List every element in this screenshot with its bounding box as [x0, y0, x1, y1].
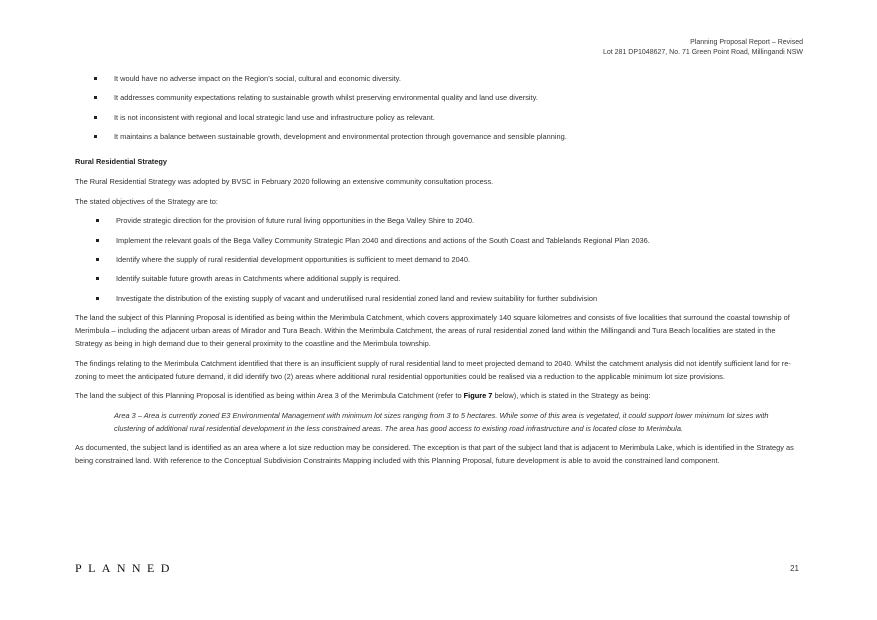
bullet-icon	[94, 96, 97, 99]
bullet-icon	[96, 277, 99, 280]
list-item-text: It addresses community expectations relating to sustainable growth whilst preserving environmental quality and land use diversity.	[114, 93, 538, 103]
bullet-icon	[96, 258, 99, 261]
list-item-text: Investigate the distribution of the existing supply of vacant and underutilised rural residential zoned land and review suitability for further subdivision	[116, 293, 598, 303]
list-item-text: Implement the relevant goals of the Bega Valley Community Strategic Plan 2040 and directions and actions of the South Coast and Tablelands Regional Plan 2036.	[116, 235, 650, 245]
body-content	[75, 72, 802, 474]
list-item	[75, 214, 802, 227]
bullet-icon	[94, 77, 97, 80]
benefits-list	[75, 72, 802, 143]
objectives-list	[75, 214, 802, 305]
paragraph-documented: As documented, the subject land is identified as an area where a lot size reduction may be considered. The exception is that part of the subject land that is adjacent to Merimbula Lake, which is identified in the Strategy as being constrained land. With reference to the Conceptual Subdivision Constraints Mapping included with this Planning Proposal, future development is able to avoid the constrained land component.	[75, 443, 794, 466]
bullet-icon	[96, 297, 99, 300]
list-item	[75, 253, 802, 266]
list-item-text: It is not inconsistent with regional and local strategic land use and infrastructure policy as relevant.	[114, 112, 435, 122]
section-heading: Rural Residential Strategy	[75, 157, 168, 167]
header-title: Planning Proposal Report – Revised	[690, 39, 803, 46]
header-address: Lot 281 DP1048627, No. 71 Green Point Road, Millingandi NSW	[602, 49, 803, 56]
paragraph-catchment: The land the subject of this Planning Proposal is identified as being within the Merimbula Catchment, which covers approximately 140 square kilometres and consists of five localities that surround the coastal township of Merimbula – including the adjacent urban areas of Mirador and Tura Beach. Within the Merimbula Catchment, the areas of rural residential zoned land within the Millingandi and Tura Beach localities are stated in the Strategy as being in high demand due to their general proximity to the coastline and the Merimbula township.	[75, 313, 790, 349]
bullet-icon	[96, 219, 99, 222]
list-item	[75, 272, 802, 285]
list-item	[75, 72, 802, 85]
list-item	[75, 91, 802, 104]
paragraph-area3	[75, 389, 802, 402]
paragraph-area3-text-end: below), which is stated in the Strategy as being:	[492, 391, 651, 401]
page-header	[603, 38, 803, 58]
planned-logo: PLANNED	[75, 561, 176, 575]
figure-reference-link[interactable]: Figure 7	[463, 391, 493, 401]
list-item-text: It would have no adverse impact on the Region’s social, cultural and economic diversity.	[114, 74, 401, 83]
list-item	[75, 130, 802, 143]
bullet-icon	[96, 239, 99, 242]
page-number: 21	[790, 564, 799, 573]
bullet-icon	[94, 135, 97, 138]
list-item	[75, 111, 802, 124]
list-item-text: Provide strategic direction for the provision of future rural living opportunities in the Bega Valley Shire to 2040.	[116, 216, 475, 226]
paragraph-objectives: The stated objectives of the Strategy are to:	[75, 196, 218, 206]
paragraph-findings: The findings relating to the Merimbula Catchment identified that there is an insufficient supply of rural residential land to meet projected demand to 2040. Whilst the catchment analysis did not identify sufficient land for re-zoning to meet the anticipated future demand, it did identify two (2) areas where additional rural residential opportunities could be realised via a reduction to the applicable minimum lot size provisions.	[75, 358, 791, 381]
bullet-icon	[94, 116, 97, 119]
list-item	[75, 234, 802, 247]
list-item-text: It maintains a balance between sustainable growth, development and environmental protection through governance and sensible planning.	[114, 132, 567, 142]
list-item-text: Identify suitable future growth areas in Catchments where additional supply is required.	[116, 274, 401, 284]
paragraph-area3-text: The land the subject of this Planning Proposal is identified as being within Area 3 of the Merimbula Catchment (refer to	[75, 391, 464, 401]
paragraph-adopted: The Rural Residential Strategy was adopted by BVSC in February 2020 following an extensive community consultation process.	[75, 177, 494, 187]
strategy-quote: Area 3 – Area is currently zoned E3 Environmental Management with minimum lot sizes ranging from 3 to 5 hectares. While some of this area is vegetated, it could support lower minimum lot sizes with clustering of additional rural residential development in the less constrained areas. The area has good access to existing road infrastructure and is located close to Merimbula.	[114, 410, 769, 433]
list-item	[75, 292, 802, 305]
list-item-text: Identify where the supply of rural residential development opportunities is sufficient to meet demand to 2040.	[116, 254, 470, 264]
